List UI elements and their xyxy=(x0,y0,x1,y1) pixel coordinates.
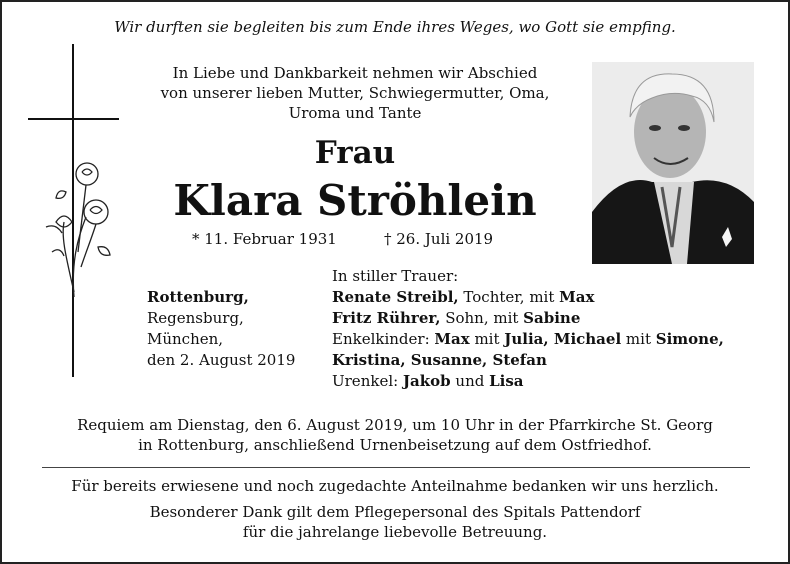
mourner-line: Urenkel: Jakob und Lisa xyxy=(332,372,524,390)
motto-text: Wir durften sie begleiten bis zum Ende ihres Weges, wo Gott sie empfing. xyxy=(114,18,676,36)
place-line: Rottenburg, xyxy=(147,288,249,306)
intro-line: In Liebe und Dankbarkeit nehmen wir Abschied xyxy=(172,64,538,82)
birth-date: * 11. Februar 1931 xyxy=(192,230,337,248)
intro-text xyxy=(120,63,590,123)
mourner-line: Kristina, Susanne, Stefan xyxy=(332,351,547,369)
mourners-block xyxy=(332,266,724,392)
divider xyxy=(42,467,750,468)
place-line: München, xyxy=(147,330,224,348)
intro-line: von unserer lieben Mutter, Schwiegermutter, Oma, xyxy=(160,84,550,102)
death-date: † 26. Juli 2019 xyxy=(384,230,494,248)
places-block xyxy=(147,266,295,371)
mourners-heading: In stiller Trauer: xyxy=(332,267,459,285)
special-thanks-text xyxy=(2,502,788,542)
deceased-name: Klara Ströhlein xyxy=(173,176,537,225)
portrait-photo xyxy=(592,62,754,264)
mourner-line: Renate Streibl, Tochter, mit Max xyxy=(332,288,595,306)
requiem-text xyxy=(2,415,788,455)
mourner-line: Enkelkinder: Max mit Julia, Michael mit Simone, xyxy=(332,330,724,348)
requiem-line: Requiem am Dienstag, den 6. August 2019, um 10 Uhr in der Pfarrkirche St. Georg xyxy=(77,416,713,434)
place-line: den 2. August 2019 xyxy=(147,351,296,369)
mourner-line: Fritz Rührer, Sohn, mit Sabine xyxy=(332,309,581,327)
salutation: Frau xyxy=(314,135,396,171)
thanks-line: Besonderer Dank gilt dem Pflegepersonal des Spitals Pattendorf xyxy=(149,503,641,521)
intro-line: Uroma und Tante xyxy=(288,104,422,122)
place-line: Regensburg, xyxy=(147,309,244,327)
thanks-text: Für bereits erwiesene und noch zugedachte Anteilnahme bedanken wir uns herzlich. xyxy=(71,477,719,495)
requiem-line: in Rottenburg, anschließend Urnenbeisetzung auf dem Ostfriedhof. xyxy=(138,436,652,454)
thanks-line: für die jahrelange liebevolle Betreuung. xyxy=(242,523,548,541)
cross-with-roses-icon xyxy=(26,42,126,382)
